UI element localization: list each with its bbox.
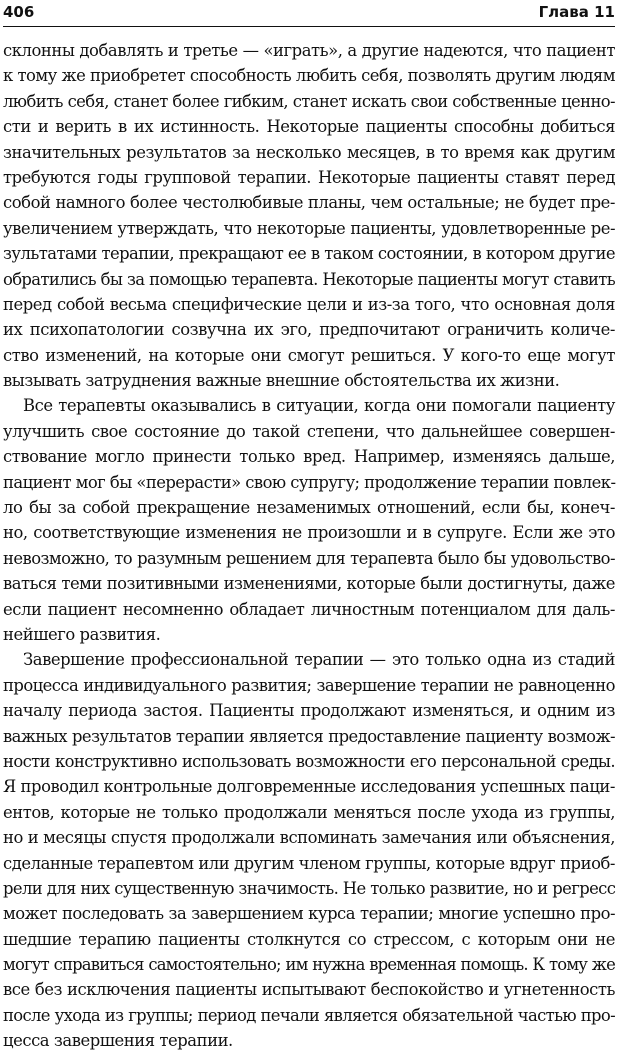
text-line: их психопатологии созвучна их эго, предпочитают ограничить количе-	[3, 320, 615, 340]
text-line: могут справиться самостоятельно; им нужна временная помощь. К тому же	[3, 955, 615, 975]
text-line: ло бы за собой прекращение незаменимых отношений, если бы, конеч-	[3, 498, 615, 518]
text-line: нейшего развития.	[3, 624, 161, 644]
text-line: может последовать за завершением курса терапии; многие успешно про-	[3, 904, 615, 924]
text-line: зультатами терапии, прекращают ее в таком состоянии, в котором другие	[3, 244, 615, 264]
text-line: любить себя, станет более гибким, станет искать свои собственные ценно-	[3, 91, 615, 111]
text-line: сделанные терапевтом или другим членом группы, которые вдруг приоб-	[3, 853, 615, 873]
text-line: склонны добавлять и третье — «играть», а другие надеются, что пациент	[3, 41, 615, 60]
text-line: перед собой весьма специфические цели и из-за того, что основная доля	[3, 294, 615, 314]
text-line: но, соответствующие изменения не произошли и в супруге. Если же это	[3, 523, 615, 543]
text-line: рели для них существенную значимость. Не только развитие, но и регресс	[3, 878, 616, 898]
text-line: важных результатов терапии является предоставление пациенту возмож-	[3, 726, 615, 746]
text-line: собой намного более честолюбивые планы, чем остальные; не будет пре-	[3, 193, 615, 213]
text-line: сти и верить в их истинность. Некоторые пациенты способны добиться	[3, 117, 615, 137]
text-line: обратились бы за помощью терапевта. Некоторые пациенты могут ставить	[3, 269, 615, 289]
text-line: Завершение профессиональной терапии — это только одна из стадий	[23, 650, 615, 670]
text-line: цесса завершения терапии.	[3, 1031, 233, 1051]
text-line: значительных результатов за несколько месяцев, в то время как другим	[3, 142, 615, 162]
text-line: ности конструктивно использовать возможности его персональной среды.	[3, 751, 615, 771]
text-line: увеличением утверждать, что некоторые пациенты, удовлетворенные ре-	[3, 218, 615, 238]
text-line: невозможно, то разумным решением для терапевта было бы удовольство-	[3, 548, 615, 568]
body-text	[3, 38, 615, 1054]
chapter-title: Глава 11	[538, 3, 615, 21]
paragraph	[3, 647, 615, 1053]
header-rule	[3, 26, 615, 27]
text-line: шедшие терапию пациенты столкнутся со стрессом, с которым они не	[3, 929, 615, 949]
text-line: Все терапевты оказывались в ситуации, когда они помогали пациенту	[23, 396, 615, 416]
page-number: 406	[3, 3, 35, 21]
text-line: процесса индивидуального развития; завершение терапии не равноценно	[3, 675, 615, 695]
text-line: но и месяцы спустя продолжали вспоминать замечания или объяснения,	[3, 828, 615, 848]
text-line: все без исключения пациенты испытывают беспокойство и угнетенность	[3, 980, 615, 1000]
text-line: Я проводил контрольные долговременные исследования успешных паци-	[3, 777, 615, 797]
text-line: ваться теми позитивными изменениями, которые были достигнуты, даже	[3, 574, 615, 594]
text-line: если пациент несомненно обладает личностным потенциалом для даль-	[3, 599, 615, 619]
paragraph	[3, 393, 615, 647]
text-line: ствование могло принести только вред. Например, изменяясь дальше,	[3, 447, 615, 467]
text-line: требуются годы групповой терапии. Некоторые пациенты ставят перед	[3, 167, 615, 187]
text-line: началу периода застоя. Пациенты продолжают изменяться, и одним из	[3, 701, 615, 721]
text-line: ентов, которые не только продолжали меняться после ухода из группы,	[3, 802, 615, 822]
text-line: улучшить свое состояние до такой степени, что дальнейшее совершен-	[3, 421, 615, 441]
paragraph	[3, 38, 615, 393]
text-line: пациент мог бы «перерасти» свою супругу; продолжение терапии повлек-	[3, 472, 616, 492]
text-line: вызывать затруднения важные внешние обстоятельства их жизни.	[3, 371, 560, 391]
text-line: ство изменений, на которые они смогут решиться. У кого-то еще могут	[3, 345, 615, 365]
running-header	[3, 2, 615, 22]
text-line: после ухода из группы; период печали является обязательной частью про-	[3, 1005, 615, 1025]
text-line: к тому же приобретет способность любить себя, позволять другим людям	[3, 66, 615, 86]
